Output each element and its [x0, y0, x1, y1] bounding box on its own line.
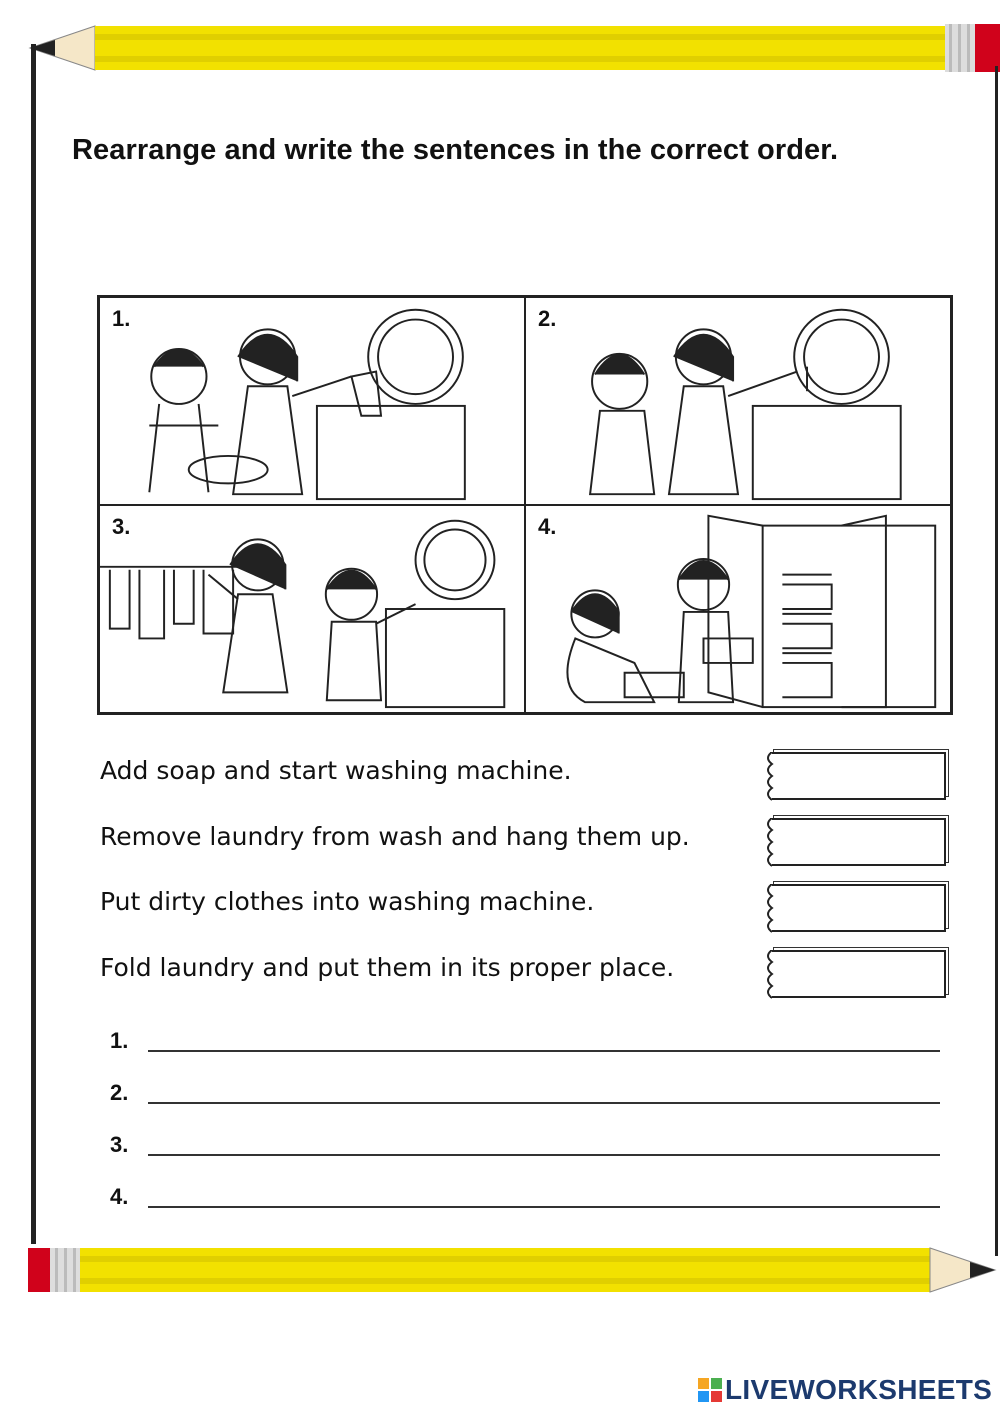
picture-sequence-grid [97, 295, 953, 715]
laundry-scene-3-illustration [100, 506, 524, 712]
liveworksheets-logo-icon [698, 1378, 722, 1402]
picture-panel-1 [99, 297, 525, 505]
answer-line-number: 2. [110, 1080, 129, 1105]
sentence-4: Fold laundry and put them in its proper place. [100, 953, 675, 982]
brand-logo [698, 1374, 992, 1406]
answer-line-4[interactable] [110, 1184, 940, 1214]
panel-number: 3. [112, 514, 131, 539]
panel-number: 4. [538, 514, 557, 539]
laundry-scene-2-illustration [526, 298, 950, 504]
panel-number: 2. [538, 306, 557, 331]
order-answer-box-4[interactable] [770, 950, 946, 998]
writing-line[interactable] [148, 1154, 940, 1156]
order-answer-box-2[interactable] [770, 818, 946, 866]
panel-number: 1. [112, 306, 131, 331]
picture-panel-2 [525, 297, 951, 505]
sentence-1: Add soap and start washing machine. [100, 756, 572, 785]
answer-line-number: 1. [110, 1028, 129, 1053]
order-answer-box-3[interactable] [770, 884, 946, 932]
answer-line-number: 3. [110, 1132, 129, 1157]
answer-line-3[interactable] [110, 1132, 940, 1162]
sentence-2: Remove laundry from wash and hang them up. [100, 822, 690, 851]
answer-line-number: 4. [110, 1184, 129, 1209]
instruction-heading: Rearrange and write the sentences in the correct order. [72, 134, 839, 166]
answer-line-2[interactable] [110, 1080, 940, 1110]
writing-line[interactable] [148, 1206, 940, 1208]
writing-line[interactable] [148, 1102, 940, 1104]
left-page-border [31, 44, 36, 1244]
brand-name: LIVEWORKSHEETS [725, 1374, 993, 1405]
laundry-scene-1-illustration [100, 298, 524, 504]
right-page-border [995, 66, 998, 1256]
picture-panel-3 [99, 505, 525, 713]
pencil-border-bottom [0, 1240, 1000, 1300]
order-answer-box-1[interactable] [770, 752, 946, 800]
laundry-scene-4-illustration [526, 506, 950, 712]
pencil-border-top [0, 18, 1000, 78]
writing-line[interactable] [148, 1050, 940, 1052]
sentence-3: Put dirty clothes into washing machine. [100, 887, 595, 916]
answer-line-1[interactable] [110, 1028, 940, 1058]
picture-panel-4 [525, 505, 951, 713]
